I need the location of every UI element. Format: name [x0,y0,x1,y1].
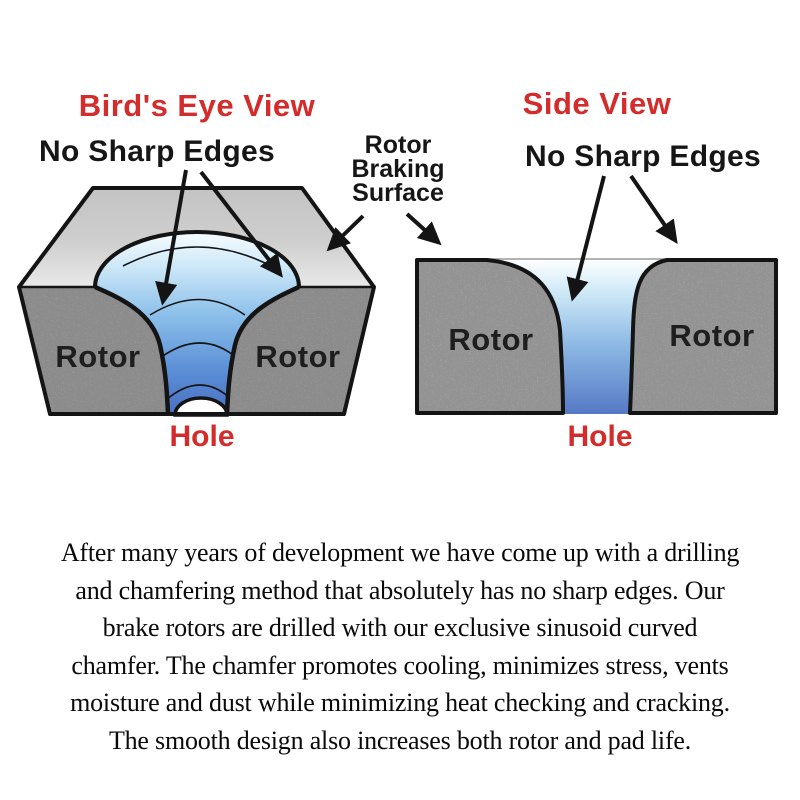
description-line: moisture and dust while minimizing heat checking and cracking. [70,688,730,717]
no-sharp-edges-label-left: No Sharp Edges [39,135,275,168]
sideview-title: Side View [522,86,672,121]
description-line: The smooth design also increases both rotor and pad life. [108,725,692,755]
braking-surface-line1: Rotor [364,131,432,159]
birdseye-diagram [19,188,374,415]
no-sharp-edges-label-right: No Sharp Edges [525,140,761,173]
rotor-label-sideview-right: Rotor [669,318,755,353]
description-paragraph [0,534,800,759]
braking-surface-line3: Surface [352,179,444,207]
braking-surface-line2: Braking [351,155,445,183]
rotor-label-birdseye-left: Rotor [55,339,141,374]
rotor-braking-surface-label [351,133,444,205]
description-line: and chamfering method that absolutely has no sharp edges. Our [75,575,725,605]
braking-surface-arrow-right [407,214,438,242]
description-line: After many years of development we have come up with a drilling [60,538,740,567]
no-sharp-edges-arrow-right-2 [631,176,675,240]
birdseye-title: Bird's Eye View [78,88,316,123]
description-line: brake rotors are drilled with our exclusive sinusoid curved [102,613,698,642]
description-line: chamfer. The chamfer promotes cooling, minimizes stress, vents [71,650,729,680]
rotor-label-birdseye-right: Rotor [255,339,341,374]
hole-label-sideview: Hole [567,420,633,453]
hole-label-birdseye: Hole [169,420,235,453]
rotor-label-sideview-left: Rotor [448,322,534,357]
